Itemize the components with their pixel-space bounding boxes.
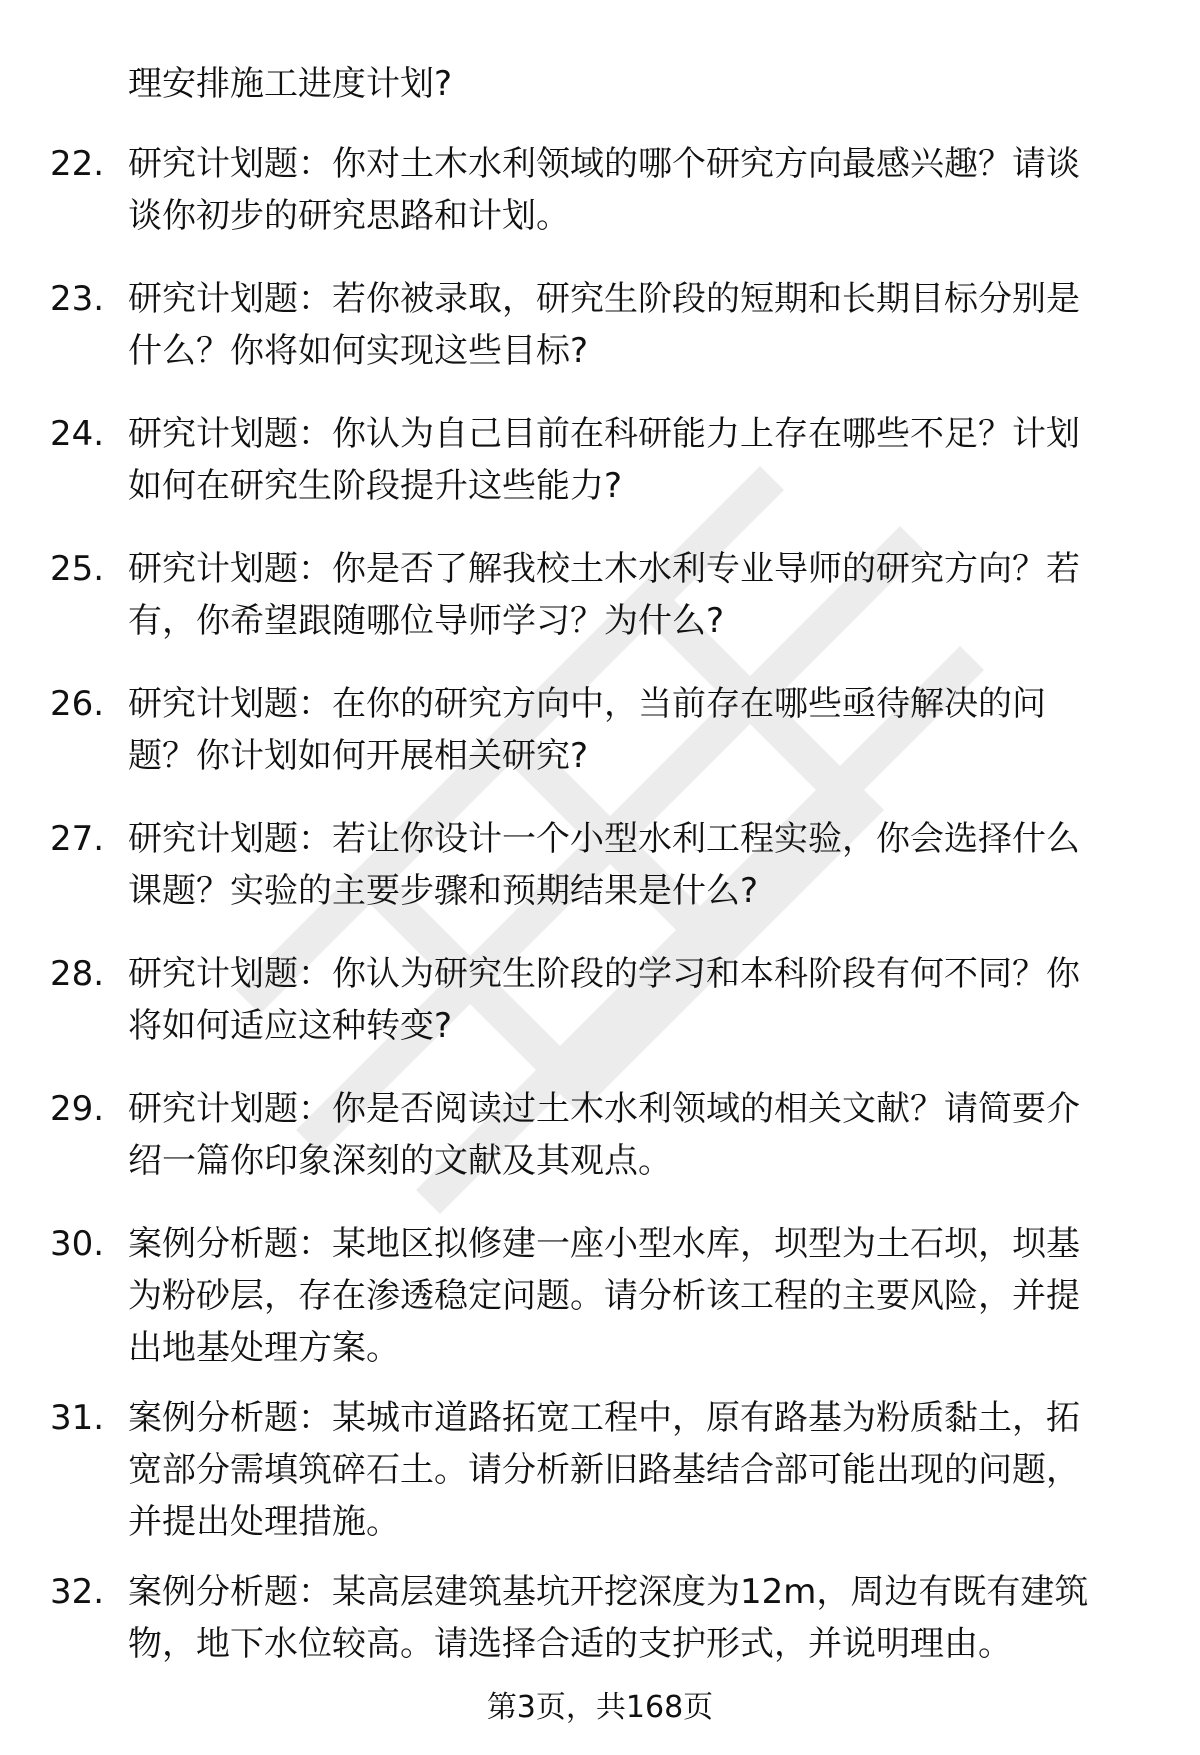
question-number: 31. <box>50 1398 105 1438</box>
question-text-line: 出地基处理方案。 <box>128 1328 400 1368</box>
question-text <box>128 408 1138 512</box>
question-number: 26. <box>50 684 105 724</box>
question-text-line: 绍一篇你印象深刻的文献及其观点。 <box>128 1141 672 1181</box>
question-text <box>128 948 1138 1052</box>
question-text-line: 并提出处理措施。 <box>128 1502 400 1542</box>
question-text-line: 案例分析题：某地区拟修建一座小型水库，坝型为土石坝，坝基 <box>128 1224 1080 1264</box>
question-item <box>0 273 1200 408</box>
question-text-line: 谈你初步的研究思路和计划。 <box>128 196 570 236</box>
question-text <box>128 1083 1138 1187</box>
question-text-line: 题？你计划如何开展相关研究? <box>128 736 589 776</box>
question-item <box>0 1083 1200 1218</box>
question-number: 23. <box>50 279 105 319</box>
question-text-line: 物，地下水位较高。请选择合适的支护形式，并说明理由。 <box>128 1624 1012 1664</box>
question-number: 29. <box>50 1089 105 1129</box>
question-text-line: 为粉砂层，存在渗透稳定问题。请分析该工程的主要风险，并提 <box>128 1276 1080 1316</box>
question-number: 32. <box>50 1572 105 1612</box>
question-number: 24. <box>50 414 105 454</box>
question-item <box>0 813 1200 948</box>
question-text <box>128 678 1138 782</box>
question-text-line: 研究计划题：你认为研究生阶段的学习和本科阶段有何不同？你 <box>128 954 1080 994</box>
question-text <box>128 1566 1138 1670</box>
question-text <box>128 273 1138 377</box>
question-text <box>128 1218 1138 1374</box>
question-text-line: 研究计划题：若让你设计一个小型水利工程实验，你会选择什么 <box>128 819 1080 859</box>
question-text-line: 研究计划题：若你被录取，研究生阶段的短期和长期目标分别是 <box>128 279 1080 319</box>
question-text-line: 研究计划题：你是否了解我校土木水利专业导师的研究方向？若 <box>128 549 1080 589</box>
question-number: 30. <box>50 1224 105 1264</box>
question-text-line: 案例分析题：某城市道路拓宽工程中，原有路基为粉质黏土，拓 <box>128 1398 1080 1438</box>
continued-question-line: 理安排施工进度计划? <box>128 64 453 104</box>
question-text-line: 有，你希望跟随哪位导师学习？为什么? <box>128 601 725 641</box>
question-number: 22. <box>50 144 105 184</box>
question-text <box>128 1392 1138 1548</box>
question-item <box>0 408 1200 543</box>
question-text-line: 课题？实验的主要步骤和预期结果是什么? <box>128 871 759 911</box>
page-footer: 第3页，共168页 <box>486 1690 714 1725</box>
question-text-line: 将如何适应这种转变? <box>128 1006 453 1046</box>
question-item <box>0 543 1200 678</box>
question-list <box>0 138 1200 1701</box>
question-text-line: 案例分析题：某高层建筑基坑开挖深度为12m，周边有既有建筑 <box>128 1572 1089 1612</box>
question-number: 28. <box>50 954 105 994</box>
question-text-line: 研究计划题：在你的研究方向中，当前存在哪些亟待解决的问 <box>128 684 1046 724</box>
question-text <box>128 543 1138 647</box>
question-item <box>0 678 1200 813</box>
question-text-line: 研究计划题：你是否阅读过土木水利领域的相关文献？请简要介 <box>128 1089 1080 1129</box>
question-text <box>128 138 1138 242</box>
question-number: 27. <box>50 819 105 859</box>
question-text-line: 研究计划题：你认为自己目前在科研能力上存在哪些不足？计划 <box>128 414 1080 454</box>
question-text-line: 什么？你将如何实现这些目标? <box>128 331 589 371</box>
question-item <box>0 138 1200 273</box>
question-item <box>0 948 1200 1083</box>
question-text <box>128 813 1138 917</box>
question-item <box>0 1566 1200 1701</box>
question-text-line: 宽部分需填筑碎石土。请分析新旧路基结合部可能出现的问题， <box>128 1450 1080 1490</box>
question-item <box>0 1218 1200 1392</box>
question-number: 25. <box>50 549 105 589</box>
question-text-line: 研究计划题：你对土木水利领域的哪个研究方向最感兴趣？请谈 <box>128 144 1080 184</box>
question-text-line: 如何在研究生阶段提升这些能力? <box>128 466 623 506</box>
question-item <box>0 1392 1200 1566</box>
